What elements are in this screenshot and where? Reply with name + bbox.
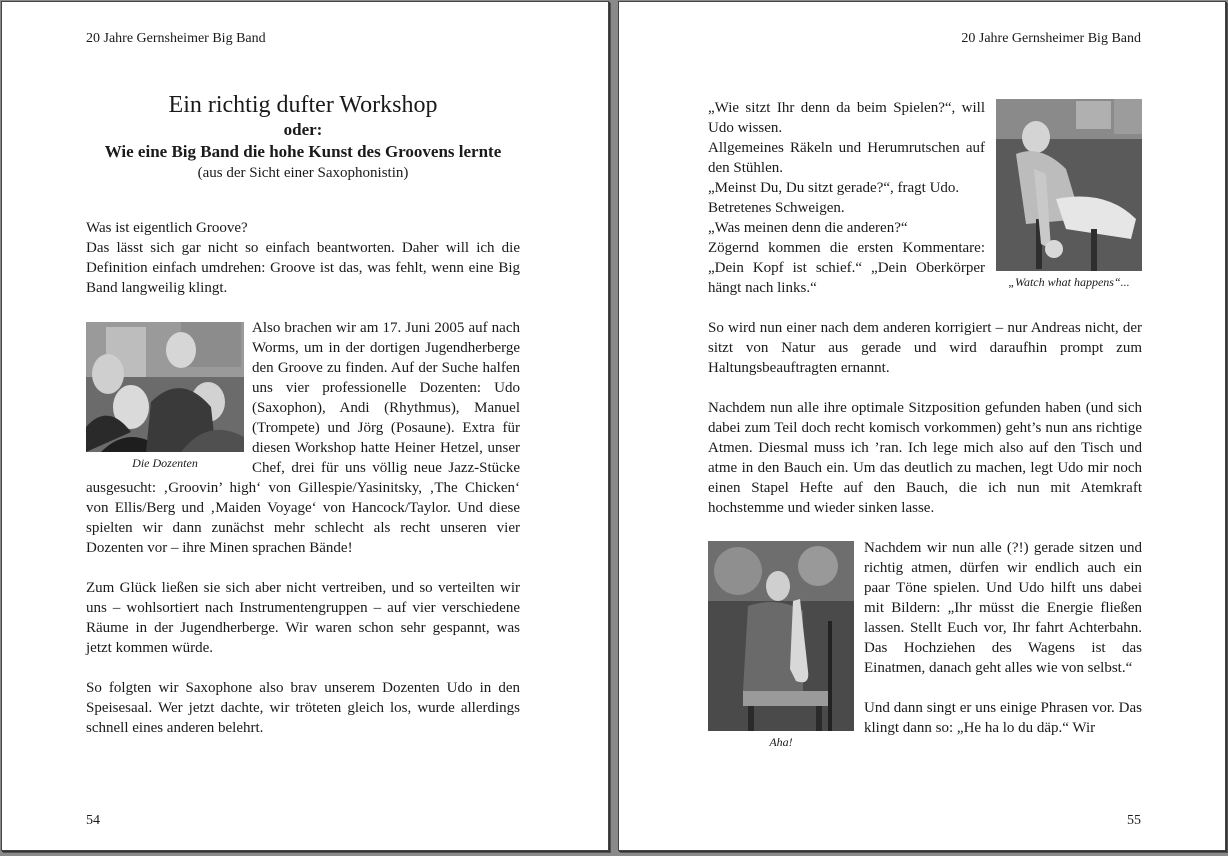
article-title-block (86, 90, 520, 182)
paragraph-atmen: Nachdem nun alle ihre optimale Sitzposition gefunden haben (und sich dabei zum Teil doch recht komisch vorkommen) geht’s nun ans richtige Atmen. Diesmal muss ich ’ran. Ich lege mich also auf den Tisch und atme in den Bauch ein. Um das deutlich zu machen, legt Udo mir noch einen Stapel Hefte auf den Bauch, die ich nun mit Atemkraft hochstemme und wieder sinken lasse. (708, 400, 1142, 516)
photo-aha-image (708, 541, 854, 731)
page-right (618, 1, 1226, 851)
dialog-line: „Was meinen denn die anderen?“ (708, 220, 908, 236)
photo-aha-caption: Aha! (769, 735, 793, 749)
article-title: Ein richtig dufter Workshop (168, 92, 438, 118)
photo-watch-caption: „Watch what happens“... (1008, 275, 1130, 289)
paragraph-toene: Nachdem wir nun alle (?!) gerade sitzen und richtig atmen, dürfen wir endlich auch ein paar Töne spielen. Und Udo hilft uns dabei mit Bildern: „Ihr müsst die Energie fließen lassen. Stellt Euch vor, Ihr fahrt Achterbahn. Das Hochziehen des Wagens ist das Einatmen, danach geht alles wie von selbst.“ (864, 540, 1142, 676)
dialog-line: Betretenes Schweigen. (708, 200, 845, 216)
dialog-line: Allgemeines Räkeln und Herumrutschen auf den Stühlen. (708, 140, 985, 176)
intro-paragraph: Das lässt sich gar nicht so einfach beantworten. Daher will ich die Definition einfach umdrehen: Groove ist das, was fehlt, wenn eine Big Band langweilig klingt. (86, 240, 520, 296)
photo-aha-figure (708, 541, 854, 750)
left-body-main (86, 318, 520, 738)
right-body-bottom (864, 538, 1142, 738)
running-header-right: 20 Jahre Gernsheimer Big Band (961, 31, 1141, 46)
photo-watch (996, 99, 1142, 271)
running-header-left: 20 Jahre Gernsheimer Big Band (86, 31, 266, 46)
paragraph-korrigiert: So wird nun einer nach dem anderen korrigiert – nur Andreas nicht, der sitzt von Natur aus gerade und wird daraufhin prompt zum Haltungsbeauftragten ernannt. (708, 320, 1142, 376)
dialog-block (708, 98, 985, 298)
left-body-top (86, 218, 520, 298)
paragraph-workshop-start: Also brachen wir am 17. Juni 2005 auf nach Worms, um in der dortigen Jugendherberge den Groove zu finden. Auf der Suche halfen uns vier professionelle Dozenten: Udo (Saxophon), Andi (Rhythmus), Manuel (Trompete) und Jörg (Posaune). Extra für diesen Workshop hatte Heiner Hetzel, unser Chef, drei für uns völlig neue Jazz-Stücke ausgesucht: ‚Groovin’ high‘ von Gillespie/Yasinitsky, ‚The Chicken‘ von Ellis/Berg und ‚Maiden Voyage‘ von Hancock/Taylor. Und diese spielten wir dann zunächst mehr schlecht als recht unseren vier Dozenten vor – ihre Minen sprachen Bände! (86, 320, 520, 556)
page-number-left: 54 (86, 813, 100, 828)
article-subtitle: Wie eine Big Band die hohe Kunst des Groovens lernte (104, 142, 502, 161)
dialog-line: „Wie sitzt Ihr denn da beim Spielen?“, will Udo wissen. (708, 100, 985, 136)
photo-aha (708, 541, 854, 731)
article-title-oder: oder: (283, 120, 323, 139)
photo-dozenten-caption: Die Dozenten (132, 456, 198, 470)
page-left (1, 1, 609, 851)
photo-float-spacer (86, 318, 252, 478)
photo-watch-image (996, 99, 1142, 271)
paragraph-speisesaal: So folgten wir Saxophone also brav unserem Dozenten Udo in den Speisesaal. Wer jetzt dachte, wir tröteten gleich los, wurde allerdings schnell eines anderen belehrt. (86, 680, 520, 736)
paragraph-phrasen: Und dann singt er uns einige Phrasen vor. Das klingt dann so: „He ha lo du däp.“ Wir (864, 700, 1142, 736)
right-body-middle (708, 318, 1142, 518)
page-number-right: 55 (1127, 813, 1141, 828)
paragraph-verteilung: Zum Glück ließen sie sich aber nicht vertreiben, und so verteilten wir uns – wohlsortiert nach Instrumentengruppen – auf vier verschiedene Räume in der Jugendherberge. Wir waren schon sehr gespannt, was jetzt kommen würde. (86, 580, 520, 656)
article-subtitle-note: (aus der Sicht einer Saxophonistin) (197, 165, 409, 181)
intro-question: Was ist eigentlich Groove? (86, 220, 248, 236)
dialog-line: Zögernd kommen die ersten Kommentare: „Dein Kopf ist schief.“ „Dein Oberkörper hängt nach links.“ (708, 240, 985, 296)
photo-watch-figure (996, 99, 1142, 290)
dialog-line: „Meinst Du, Du sitzt gerade?“, fragt Udo. (708, 180, 960, 196)
